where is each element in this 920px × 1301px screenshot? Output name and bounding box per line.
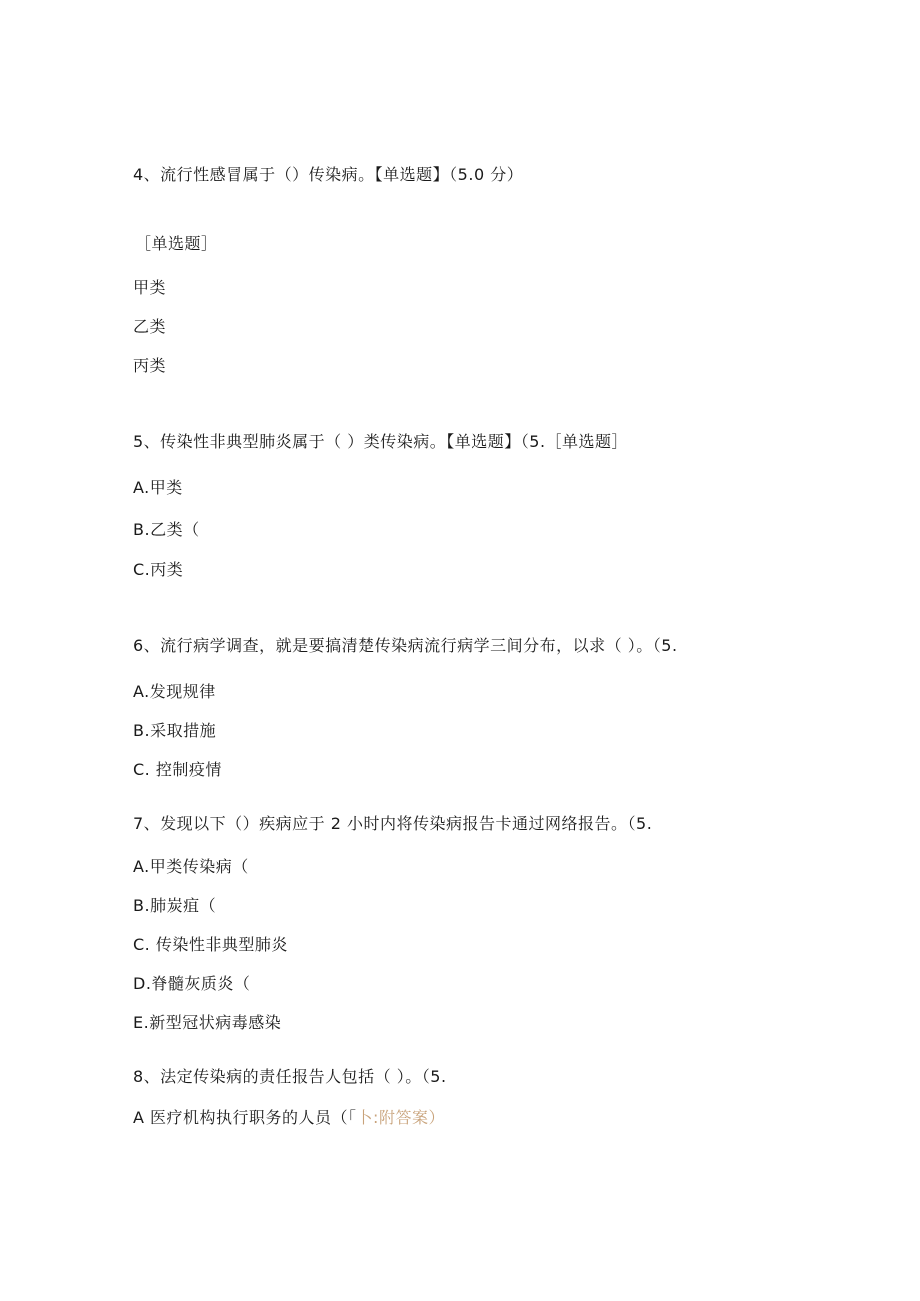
question-4-option-1[interactable]: 甲类 — [133, 278, 167, 297]
question-8-option-a-text: A 医疗机构执行职务的人员（「 — [133, 1108, 357, 1127]
question-7-option-a[interactable]: A.甲类传染病（ — [133, 857, 249, 876]
question-8-answer-note: 卜:附答案） — [356, 1108, 445, 1127]
question-6-option-a[interactable]: A.发现规律 — [133, 682, 216, 701]
question-5-option-a[interactable]: A.甲类 — [133, 478, 183, 497]
question-4-title: 4、流行性感冒属于（）传染病。【单选题】（5.0 分） — [133, 165, 524, 184]
question-4-type-tag: ［单选题］ — [135, 234, 218, 253]
question-7-option-c[interactable]: C. 传染性非典型肺炎 — [133, 935, 288, 954]
question-6-title: 6、流行病学调查，就是要搞清楚传染病流行病学三间分布，以求（ ）。（5. — [133, 636, 678, 655]
question-6-option-b[interactable]: B.采取措施 — [133, 721, 217, 740]
question-7-option-b[interactable]: B.肺炭疽（ — [133, 896, 217, 915]
question-7-title: 7、发现以下（）疾病应于 2 小时内将传染病报告卡通过网络报告。（5. — [133, 814, 653, 833]
question-5-option-c[interactable]: C.丙类 — [133, 560, 184, 579]
question-5-title: 5、传染性非典型肺炎属于（ ）类传染病。【单选题】（5.［单选题］ — [133, 432, 629, 451]
question-4-option-3[interactable]: 丙类 — [133, 356, 167, 375]
question-7-option-d[interactable]: D.脊髓灰质炎（ — [133, 974, 251, 993]
question-5-option-b[interactable]: B.乙类（ — [133, 520, 200, 539]
question-6-option-c[interactable]: C. 控制疫情 — [133, 760, 222, 779]
question-4-option-2[interactable]: 乙类 — [133, 317, 167, 336]
question-8-option-a[interactable] — [133, 1108, 445, 1128]
question-8-title: 8、法定传染病的责任报告人包括（ ）。（5. — [133, 1067, 447, 1086]
question-7-option-e[interactable]: E.新型冠状病毒感染 — [133, 1013, 282, 1032]
